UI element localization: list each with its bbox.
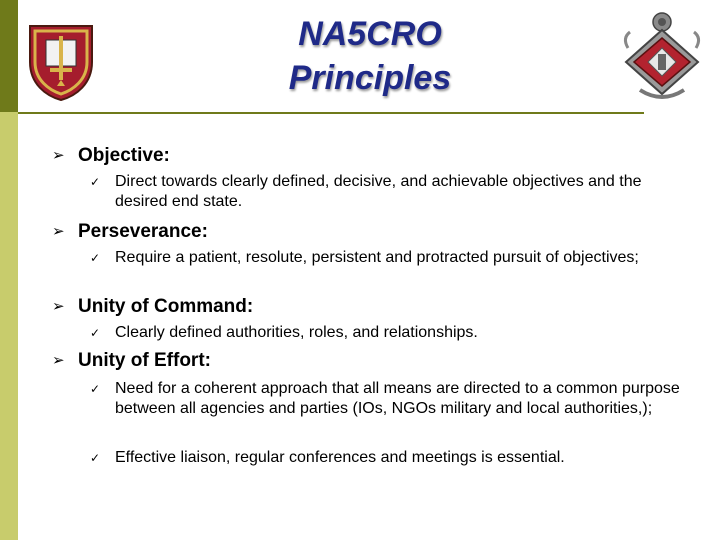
check-bullet-icon: ✓ [90, 251, 101, 265]
list-item [90, 379, 690, 419]
check-bullet-icon: ✓ [90, 451, 101, 465]
section-heading: Unity of Effort: [78, 350, 211, 371]
arrow-bullet-icon: ➢ [52, 223, 65, 240]
check-bullet-icon: ✓ [90, 382, 101, 396]
slide-title-line2: Principles [288, 59, 452, 97]
section-perseverance [52, 220, 208, 244]
section-heading: Objective: [78, 145, 170, 166]
section-objective [52, 144, 170, 168]
section-heading: Perseverance: [78, 221, 208, 242]
arrow-bullet-icon: ➢ [52, 352, 65, 369]
list-item [90, 448, 690, 468]
slide-title-line1: NA5CRO [298, 15, 442, 53]
list-item-text: Clearly defined authorities, roles, and relationships. [115, 324, 478, 341]
arrow-bullet-icon: ➢ [52, 298, 65, 315]
arrow-bullet-icon: ➢ [52, 147, 65, 164]
list-item-text: Require a patient, resolute, persistent and protracted pursuit of objectives; [115, 249, 639, 266]
section-unity-of-command [52, 295, 253, 319]
list-item [90, 172, 690, 212]
list-item-text: Direct towards clearly defined, decisive, and achievable objectives and the desired end state. [115, 173, 642, 210]
list-item [90, 248, 690, 268]
check-bullet-icon: ✓ [90, 326, 101, 340]
list-item [90, 323, 690, 343]
section-unity-of-effort [52, 349, 211, 373]
list-item-text: Effective liaison, regular conferences and meetings is essential. [115, 449, 565, 466]
check-bullet-icon: ✓ [90, 175, 101, 189]
list-item-text: Need for a coherent approach that all means are directed to a common purpose between all agencies and parties (IOs, NGOs military and local authorities,); [115, 380, 680, 417]
section-heading: Unity of Command: [78, 296, 254, 317]
